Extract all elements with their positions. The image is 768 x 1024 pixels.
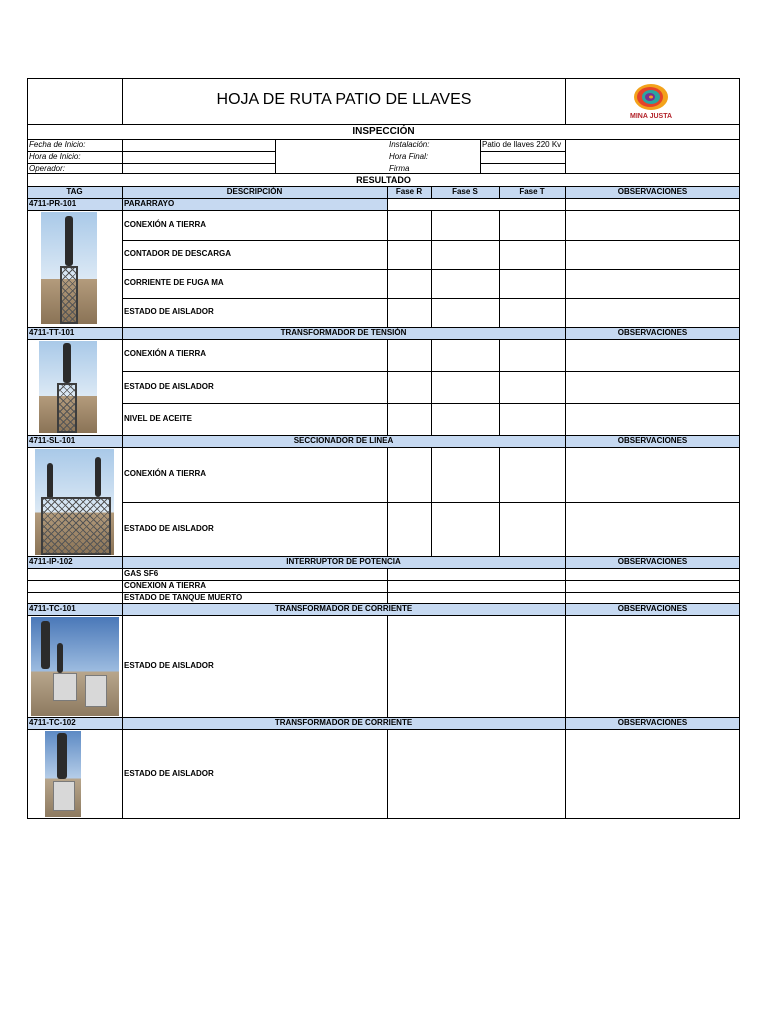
title-transformador-corriente: TRANSFORMADOR DE CORRIENTE xyxy=(274,604,413,613)
obs-header: OBSERVACIONES xyxy=(617,718,688,727)
title-transformador-corriente: TRANSFORMADOR DE CORRIENTE xyxy=(274,718,413,727)
transformador-tension-photo xyxy=(39,341,97,433)
obs-header: OBSERVACIONES xyxy=(617,328,688,337)
fecha-inicio-label: Fecha de Inicio: xyxy=(29,140,86,149)
hora-inicio-field[interactable] xyxy=(123,152,275,163)
firma-label: Firma xyxy=(389,164,410,173)
hora-final-label: Hora Final: xyxy=(389,152,429,161)
fecha-inicio-field[interactable] xyxy=(123,140,275,151)
instalacion-value: Patio de llaves 220 Kv xyxy=(482,140,562,149)
seccionador-photo xyxy=(35,449,114,555)
obs-header: OBSERVACIONES xyxy=(617,436,688,445)
pararrayo-photo xyxy=(41,212,97,324)
col-fase-t: Fase T xyxy=(519,187,545,196)
inspection-heading: INSPECCIÓN xyxy=(352,126,415,137)
hora-final-field[interactable] xyxy=(481,152,565,163)
operador-label: Operador: xyxy=(29,164,66,173)
obs-header: OBSERVACIONES xyxy=(617,604,688,613)
hora-inicio-label: Hora de Inicio: xyxy=(29,152,81,161)
tag-tc-102: 4711-TC-102 xyxy=(29,718,76,727)
col-fase-r: Fase R xyxy=(395,187,423,196)
item-label: ESTADO DE AISLADOR xyxy=(124,769,214,778)
col-descripcion: DESCRIPCIÓN xyxy=(226,187,283,196)
item-label: CONEXIÓN A TIERRA xyxy=(124,220,207,229)
item-label: CONEXION A TIERRA xyxy=(124,581,207,590)
item-label: GAS SF6 xyxy=(124,569,159,578)
item-label: ESTADO DE AISLADOR xyxy=(124,382,214,391)
tag-sl-101: 4711-SL-101 xyxy=(29,436,76,445)
resultado-heading: RESULTADO xyxy=(356,175,411,185)
obs-header: OBSERVACIONES xyxy=(617,557,688,566)
title-pararrayo: PARARRAYO xyxy=(124,199,175,208)
title-transformador-tension: TRANSFORMADOR DE TENSIÓN xyxy=(280,328,407,337)
transformador-corriente-photo xyxy=(45,731,81,817)
tag-tt-101: 4711-TT-101 xyxy=(29,328,75,337)
section-sl-101 xyxy=(27,435,740,557)
item-label: ESTADO DE TANQUE MUERTO xyxy=(124,593,243,602)
col-tag: TAG xyxy=(66,187,83,196)
section-tc-102 xyxy=(27,717,740,819)
item-label: ESTADO DE AISLADOR xyxy=(124,524,214,533)
logo-text: MINA JUSTA xyxy=(630,113,672,120)
item-label: CONEXIÓN A TIERRA xyxy=(124,469,207,478)
col-fase-s: Fase S xyxy=(452,187,478,196)
transformador-corriente-photo xyxy=(31,617,119,716)
item-label: NIVEL DE ACEITE xyxy=(124,414,193,423)
item-label: ESTADO DE AISLADOR xyxy=(124,661,214,670)
tag-tc-101: 4711-TC-101 xyxy=(29,604,76,613)
mina-justa-logo xyxy=(627,81,675,123)
title-seccionador: SECCIONADOR DE LINEA xyxy=(293,436,394,445)
item-label: CONEXIÓN A TIERRA xyxy=(124,349,207,358)
col-observaciones: OBSERVACIONES xyxy=(617,187,688,196)
tag-pr-101: 4711-PR-101 xyxy=(29,199,77,208)
title-interruptor: INTERRUPTOR DE POTENCIA xyxy=(286,557,401,566)
tag-ip-102: 4711-IP-102 xyxy=(29,557,73,566)
instalacion-label: Instalación: xyxy=(389,140,430,149)
logo-swirl-icon xyxy=(627,81,675,113)
item-label: ESTADO DE AISLADOR xyxy=(124,307,214,316)
item-label: CORRIENTE DE FUGA MA xyxy=(124,278,224,287)
page-title: HOJA DE RUTA PATIO DE LLAVES xyxy=(216,91,472,108)
item-label: CONTADOR DE DESCARGA xyxy=(124,249,231,258)
